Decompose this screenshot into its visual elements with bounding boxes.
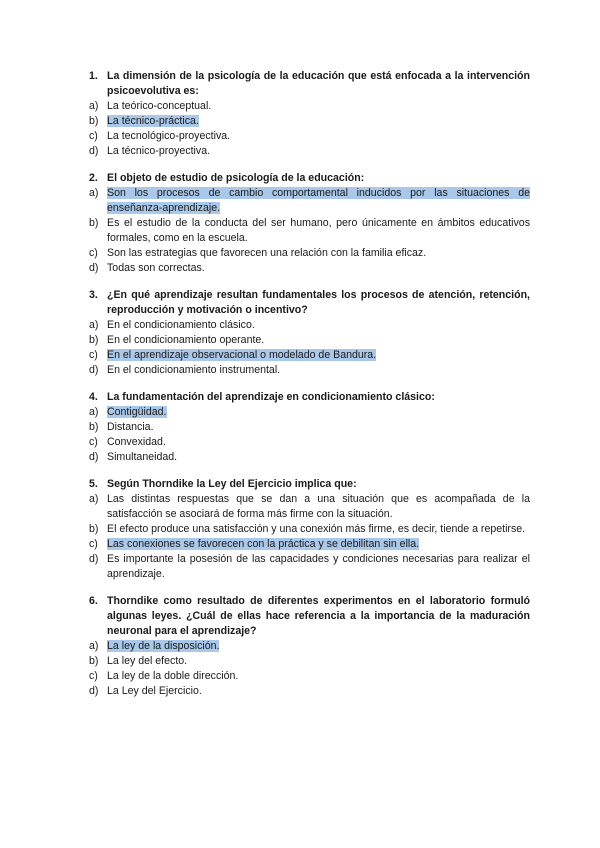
question-header	[89, 390, 530, 405]
option-text: La tecnológico-proyectiva.	[107, 130, 231, 142]
option-letter: b)	[89, 217, 99, 229]
option-text: La técnico-proyectiva.	[107, 145, 211, 157]
option-d	[89, 144, 530, 159]
option-letter: d)	[89, 685, 99, 697]
option-b	[89, 333, 530, 348]
option-text: Es el estudio de la conducta del ser humano, pero únicamente en ámbitos educativos formales, como en la escuela.	[107, 217, 530, 244]
question-text: Thorndike como resultado de diferentes experimentos en el laboratorio formuló algunas leyes. ¿Cuál de ellas hace referencia a la importancia de la maduración neuronal para el aprendizaje?	[107, 595, 530, 637]
option-a-highlighted	[89, 405, 530, 420]
option-c-highlighted	[89, 348, 530, 363]
option-text: Todas son correctas.	[107, 262, 205, 274]
question-text: ¿En qué aprendizaje resultan fundamentales los procesos de atención, retención, reproducción y motivación o incentivo?	[107, 289, 530, 316]
option-text: Son los procesos de cambio comportamental inducidos por las situaciones de enseñanza-aprendizaje.	[107, 187, 530, 214]
option-d	[89, 552, 530, 582]
option-a	[89, 492, 530, 522]
option-text: Contigüidad.	[107, 406, 167, 418]
option-letter: b)	[89, 421, 99, 433]
option-c	[89, 246, 530, 261]
option-text: Distancia.	[107, 421, 154, 433]
option-d	[89, 450, 530, 465]
question-text: Según Thorndike la Ley del Ejercicio implica que:	[107, 478, 357, 490]
option-text: En el condicionamiento operante.	[107, 334, 265, 346]
option-b	[89, 522, 530, 537]
question-5	[89, 477, 530, 582]
option-text: En el condicionamiento clásico.	[107, 319, 255, 331]
option-d	[89, 684, 530, 699]
option-letter: b)	[89, 115, 99, 127]
option-text: Es importante la posesión de las capacidades y condiciones necesarias para realizar el aprendizaje.	[107, 553, 530, 580]
option-c-highlighted	[89, 537, 530, 552]
option-letter: a)	[89, 187, 99, 199]
option-letter: a)	[89, 319, 99, 331]
question-number: 6.	[89, 595, 98, 607]
option-letter: a)	[89, 100, 99, 112]
question-header	[89, 594, 530, 639]
option-letter: d)	[89, 553, 99, 565]
question-header	[89, 171, 530, 186]
option-a	[89, 318, 530, 333]
option-letter: c)	[89, 670, 98, 682]
option-text: Las distintas respuestas que se dan a una situación que es acompañada de la satisfacción se asociará de forma más firme con la situación.	[107, 493, 530, 520]
option-c	[89, 129, 530, 144]
question-number: 5.	[89, 478, 98, 490]
option-text: Convexidad.	[107, 436, 166, 448]
option-a	[89, 99, 530, 114]
option-b	[89, 420, 530, 435]
option-text: Las conexiones se favorecen con la práctica y se debilitan sin ella.	[107, 538, 420, 550]
question-4	[89, 390, 530, 465]
option-text: La ley de la doble dirección.	[107, 670, 239, 682]
option-a-highlighted	[89, 639, 530, 654]
option-d	[89, 363, 530, 378]
option-letter: d)	[89, 145, 99, 157]
option-text: El efecto produce una satisfacción y una conexión más firme, es decir, tiende a repetirse.	[107, 523, 526, 535]
option-letter: c)	[89, 538, 98, 550]
option-b	[89, 216, 530, 246]
question-3	[89, 288, 530, 378]
option-d	[89, 261, 530, 276]
option-letter: c)	[89, 436, 98, 448]
option-letter: d)	[89, 364, 99, 376]
option-b	[89, 654, 530, 669]
question-text: La dimensión de la psicología de la educación que está enfocada a la intervención psicoevolutiva es:	[107, 70, 530, 97]
option-b-highlighted	[89, 114, 530, 129]
option-c	[89, 435, 530, 450]
question-text: La fundamentación del aprendizaje en condicionamiento clásico:	[107, 391, 435, 403]
question-number: 1.	[89, 70, 98, 82]
option-text: La técnico-práctica.	[107, 115, 199, 127]
option-text: La ley del efecto.	[107, 655, 188, 667]
option-letter: d)	[89, 262, 99, 274]
option-letter: a)	[89, 493, 99, 505]
option-letter: a)	[89, 640, 99, 652]
option-text: En el aprendizaje observacional o modelado de Bandura.	[107, 349, 377, 361]
question-1	[89, 69, 530, 159]
option-text: Simultaneidad.	[107, 451, 178, 463]
question-text: El objeto de estudio de psicología de la educación:	[107, 172, 365, 184]
question-header	[89, 288, 530, 318]
question-header	[89, 477, 530, 492]
question-number: 3.	[89, 289, 98, 301]
question-number: 4.	[89, 391, 98, 403]
option-a-highlighted	[89, 186, 530, 216]
option-text: Son las estrategias que favorecen una relación con la familia eficaz.	[107, 247, 427, 259]
question-2	[89, 171, 530, 276]
option-text: La Ley del Ejercicio.	[107, 685, 202, 697]
option-letter: b)	[89, 334, 99, 346]
question-number: 2.	[89, 172, 98, 184]
option-letter: a)	[89, 406, 99, 418]
option-text: La ley de la disposición.	[107, 640, 220, 652]
option-letter: b)	[89, 523, 99, 535]
option-letter: c)	[89, 349, 98, 361]
option-letter: b)	[89, 655, 99, 667]
question-6	[89, 594, 530, 699]
option-letter: c)	[89, 130, 98, 142]
question-header	[89, 69, 530, 99]
option-c	[89, 669, 530, 684]
option-letter: d)	[89, 451, 99, 463]
option-letter: c)	[89, 247, 98, 259]
option-text: En el condicionamiento instrumental.	[107, 364, 281, 376]
option-text: La teórico-conceptual.	[107, 100, 212, 112]
